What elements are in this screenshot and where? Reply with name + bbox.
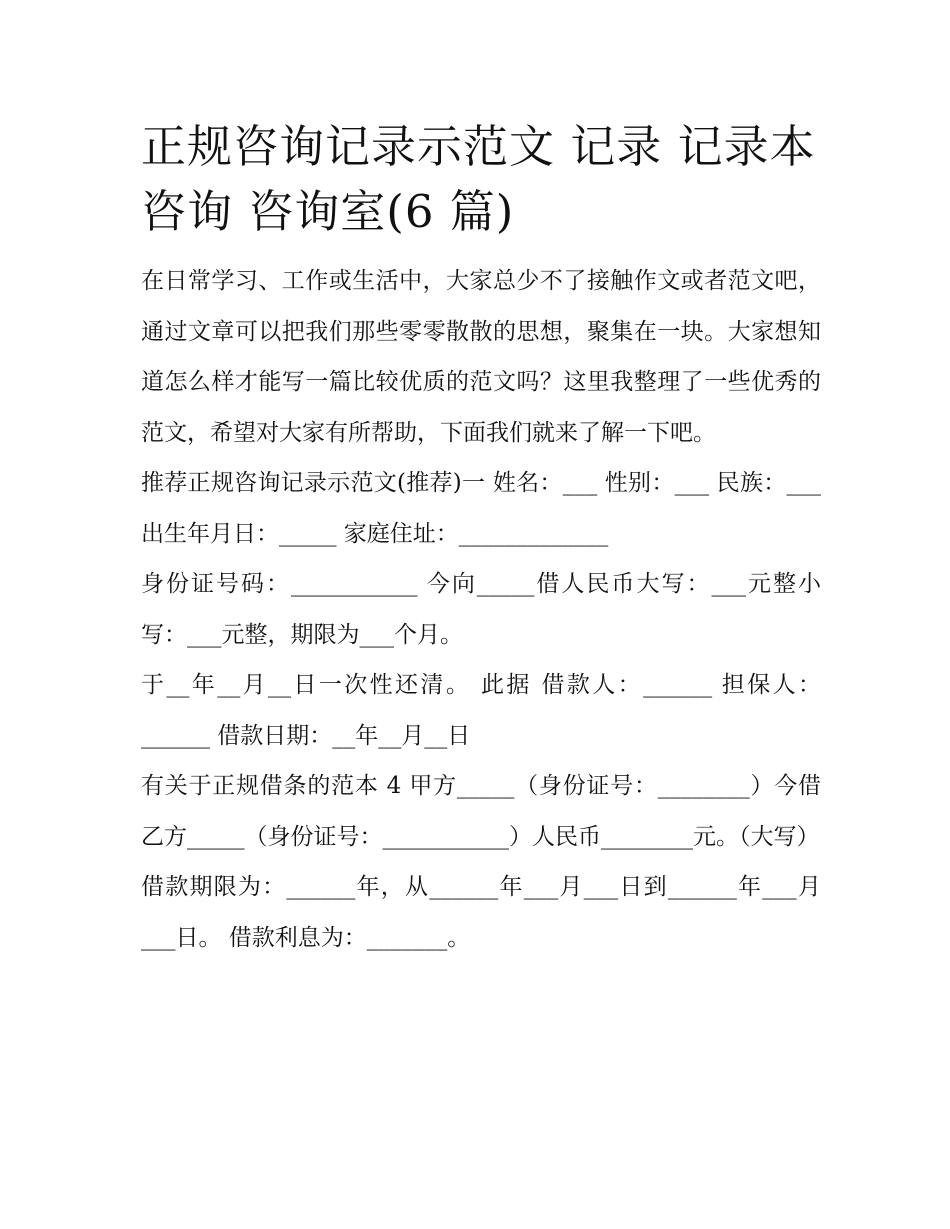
document-title: 正规咨询记录示范文 记录 记录本 咨询 咨询室(6 篇) [141, 120, 816, 238]
id-loan-paragraph: 身份证号码：___________ 今向_____借人民币大写：___元整小写：___元整，期限为___个月。 [141, 571, 821, 648]
loan-template-paragraph: 有关于正规借条的范本 4 甲方_____（身份证号：________）今借乙方_____（身份证号：___________）人民币________元。（大写） [141, 773, 821, 850]
repayment-paragraph: 于__年__月__日一次性还清。 此据 借款人：______ 担保人：______ 借款日期：__年__月__日 [141, 672, 821, 749]
document-page [141, 114, 821, 963]
loan-term-paragraph: 借款期限为：______年，从______年___月___日到______年___月___日。 借款利息为：_______。 [141, 874, 821, 951]
intro-paragraph: 在日常学习、工作或生活中，大家总少不了接触作文或者范文吧，通过文章可以把我们那些零零散散的思想，聚集在一块。大家想知道怎么样才能写一篇比较优质的范文吗？这里我整理了一些优秀的范文，希望对大家有所帮助，下面我们就来了解一下吧。 [141, 268, 821, 446]
document-body [141, 256, 821, 963]
personal-info-paragraph: 推荐正规咨询记录示范文(推荐)一 姓名：___ 性别：___ 民族：___ 出生年月日：_____ 家庭住址：_____________ [141, 470, 821, 547]
